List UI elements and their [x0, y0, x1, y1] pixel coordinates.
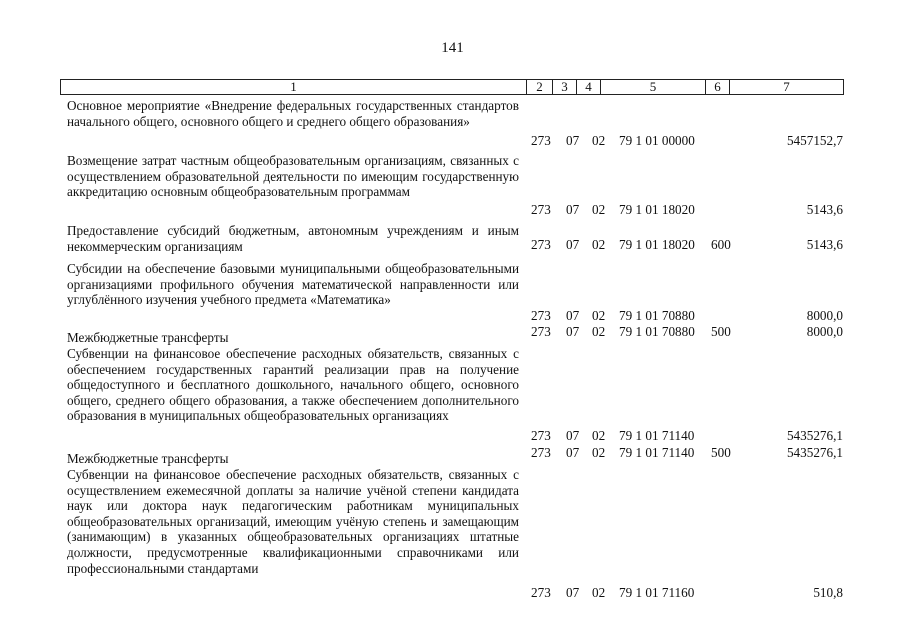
row-code-admin: 273 — [531, 445, 551, 460]
row-description: Субвенции на финансовое обеспечение расходных обязательств, связанных с обеспечением государственных гарантий реализации прав на получение общедоступного и бесплатного дошкольного, начального общего, основного общего, среднего общего образования, а также обеспечением дополнительного образования в муниципальных общеобразовательных организациях — [67, 346, 519, 424]
row-description: Субвенции на финансовое обеспечение расходных обязательств, связанных с осуществлением ежемесячной доплаты за наличие учёной степени кандидата наук или доктора наук педагогическим работникам муниципальных общеобразовательных организаций, имеющим учёную степень и замещающим (занимающим) в указанных общеобразовательных организациях штатные должности, предусмотренные квалификационными справочниками или профессиональными стандартами — [67, 467, 519, 576]
header-col-7: 7 — [729, 80, 843, 94]
row-code-expense: 500 — [711, 445, 731, 460]
row-code-expense: 500 — [711, 324, 731, 339]
row-description: Межбюджетные трансферты — [67, 330, 229, 345]
header-col-5: 5 — [600, 80, 705, 94]
row-amount: 8000,0 — [806, 324, 843, 339]
row-description: Межбюджетные трансферты — [67, 451, 229, 466]
header-col-1: 1 — [290, 79, 297, 94]
row-code-section: 07 — [566, 202, 580, 217]
row-code-subsection: 02 — [592, 445, 606, 460]
row-code-subsection: 02 — [592, 202, 606, 217]
row-code-section: 07 — [566, 237, 580, 252]
row-code-admin: 273 — [531, 324, 551, 339]
row-description: Возмещение затрат частным общеобразовательным организациям, связанных с осуществлением образовательной деятельности по имеющим государственную аккредитацию основным общеобразовательным программам — [67, 153, 519, 200]
header-col-3: 3 — [552, 80, 576, 94]
table-header — [60, 79, 844, 95]
row-code-subsection: 02 — [592, 428, 606, 443]
row-description: Основное мероприятие «Внедрение федеральных государственных стандартов начального общего, основного общего и среднего общего образования» — [67, 98, 519, 129]
row-description: Субсидии на обеспечение базовыми муниципальными общеобразовательными организациями профильного обучения математической направленности или углублённого изучения учебного предмета «Математика» — [67, 261, 519, 308]
row-code-section: 07 — [566, 445, 580, 460]
row-code-section: 07 — [566, 585, 580, 600]
row-code-target: 79 1 01 71140 — [619, 428, 695, 443]
row-code-admin: 273 — [531, 237, 551, 252]
row-code-admin: 273 — [531, 428, 551, 443]
row-code-subsection: 02 — [592, 308, 606, 323]
row-code-subsection: 02 — [592, 237, 606, 252]
row-code-target: 79 1 01 71160 — [619, 585, 695, 600]
row-amount: 8000,0 — [806, 308, 843, 323]
row-code-target: 79 1 01 70880 — [619, 308, 695, 323]
row-code-section: 07 — [566, 308, 580, 323]
row-code-target: 79 1 01 00000 — [619, 133, 695, 148]
page-number: 141 — [441, 40, 464, 56]
row-code-target: 79 1 01 70880 — [619, 324, 695, 339]
header-col-4: 4 — [576, 80, 600, 94]
row-description: Предоставление субсидий бюджетным, автономным учреждениям и иным некоммерческим организациям — [67, 223, 519, 254]
row-code-target: 79 1 01 71140 — [619, 445, 695, 460]
row-amount: 5143,6 — [806, 237, 843, 252]
row-amount: 5457152,7 — [786, 133, 843, 148]
row-code-admin: 273 — [531, 133, 551, 148]
row-code-section: 07 — [566, 428, 580, 443]
row-code-target: 79 1 01 18020 — [619, 202, 695, 217]
header-col-2: 2 — [526, 80, 552, 94]
row-code-subsection: 02 — [592, 324, 606, 339]
row-code-subsection: 02 — [592, 585, 606, 600]
header-col-6: 6 — [705, 80, 729, 94]
row-amount: 510,8 — [813, 585, 843, 600]
row-code-admin: 273 — [531, 585, 551, 600]
row-code-admin: 273 — [531, 308, 551, 323]
row-amount: 5435276,1 — [786, 428, 843, 443]
row-code-expense: 600 — [711, 237, 731, 252]
row-amount: 5435276,1 — [786, 445, 843, 460]
row-code-subsection: 02 — [592, 133, 606, 148]
row-amount: 5143,6 — [806, 202, 843, 217]
row-code-section: 07 — [566, 324, 580, 339]
row-code-admin: 273 — [531, 202, 551, 217]
row-code-section: 07 — [566, 133, 580, 148]
row-code-target: 79 1 01 18020 — [619, 237, 695, 252]
